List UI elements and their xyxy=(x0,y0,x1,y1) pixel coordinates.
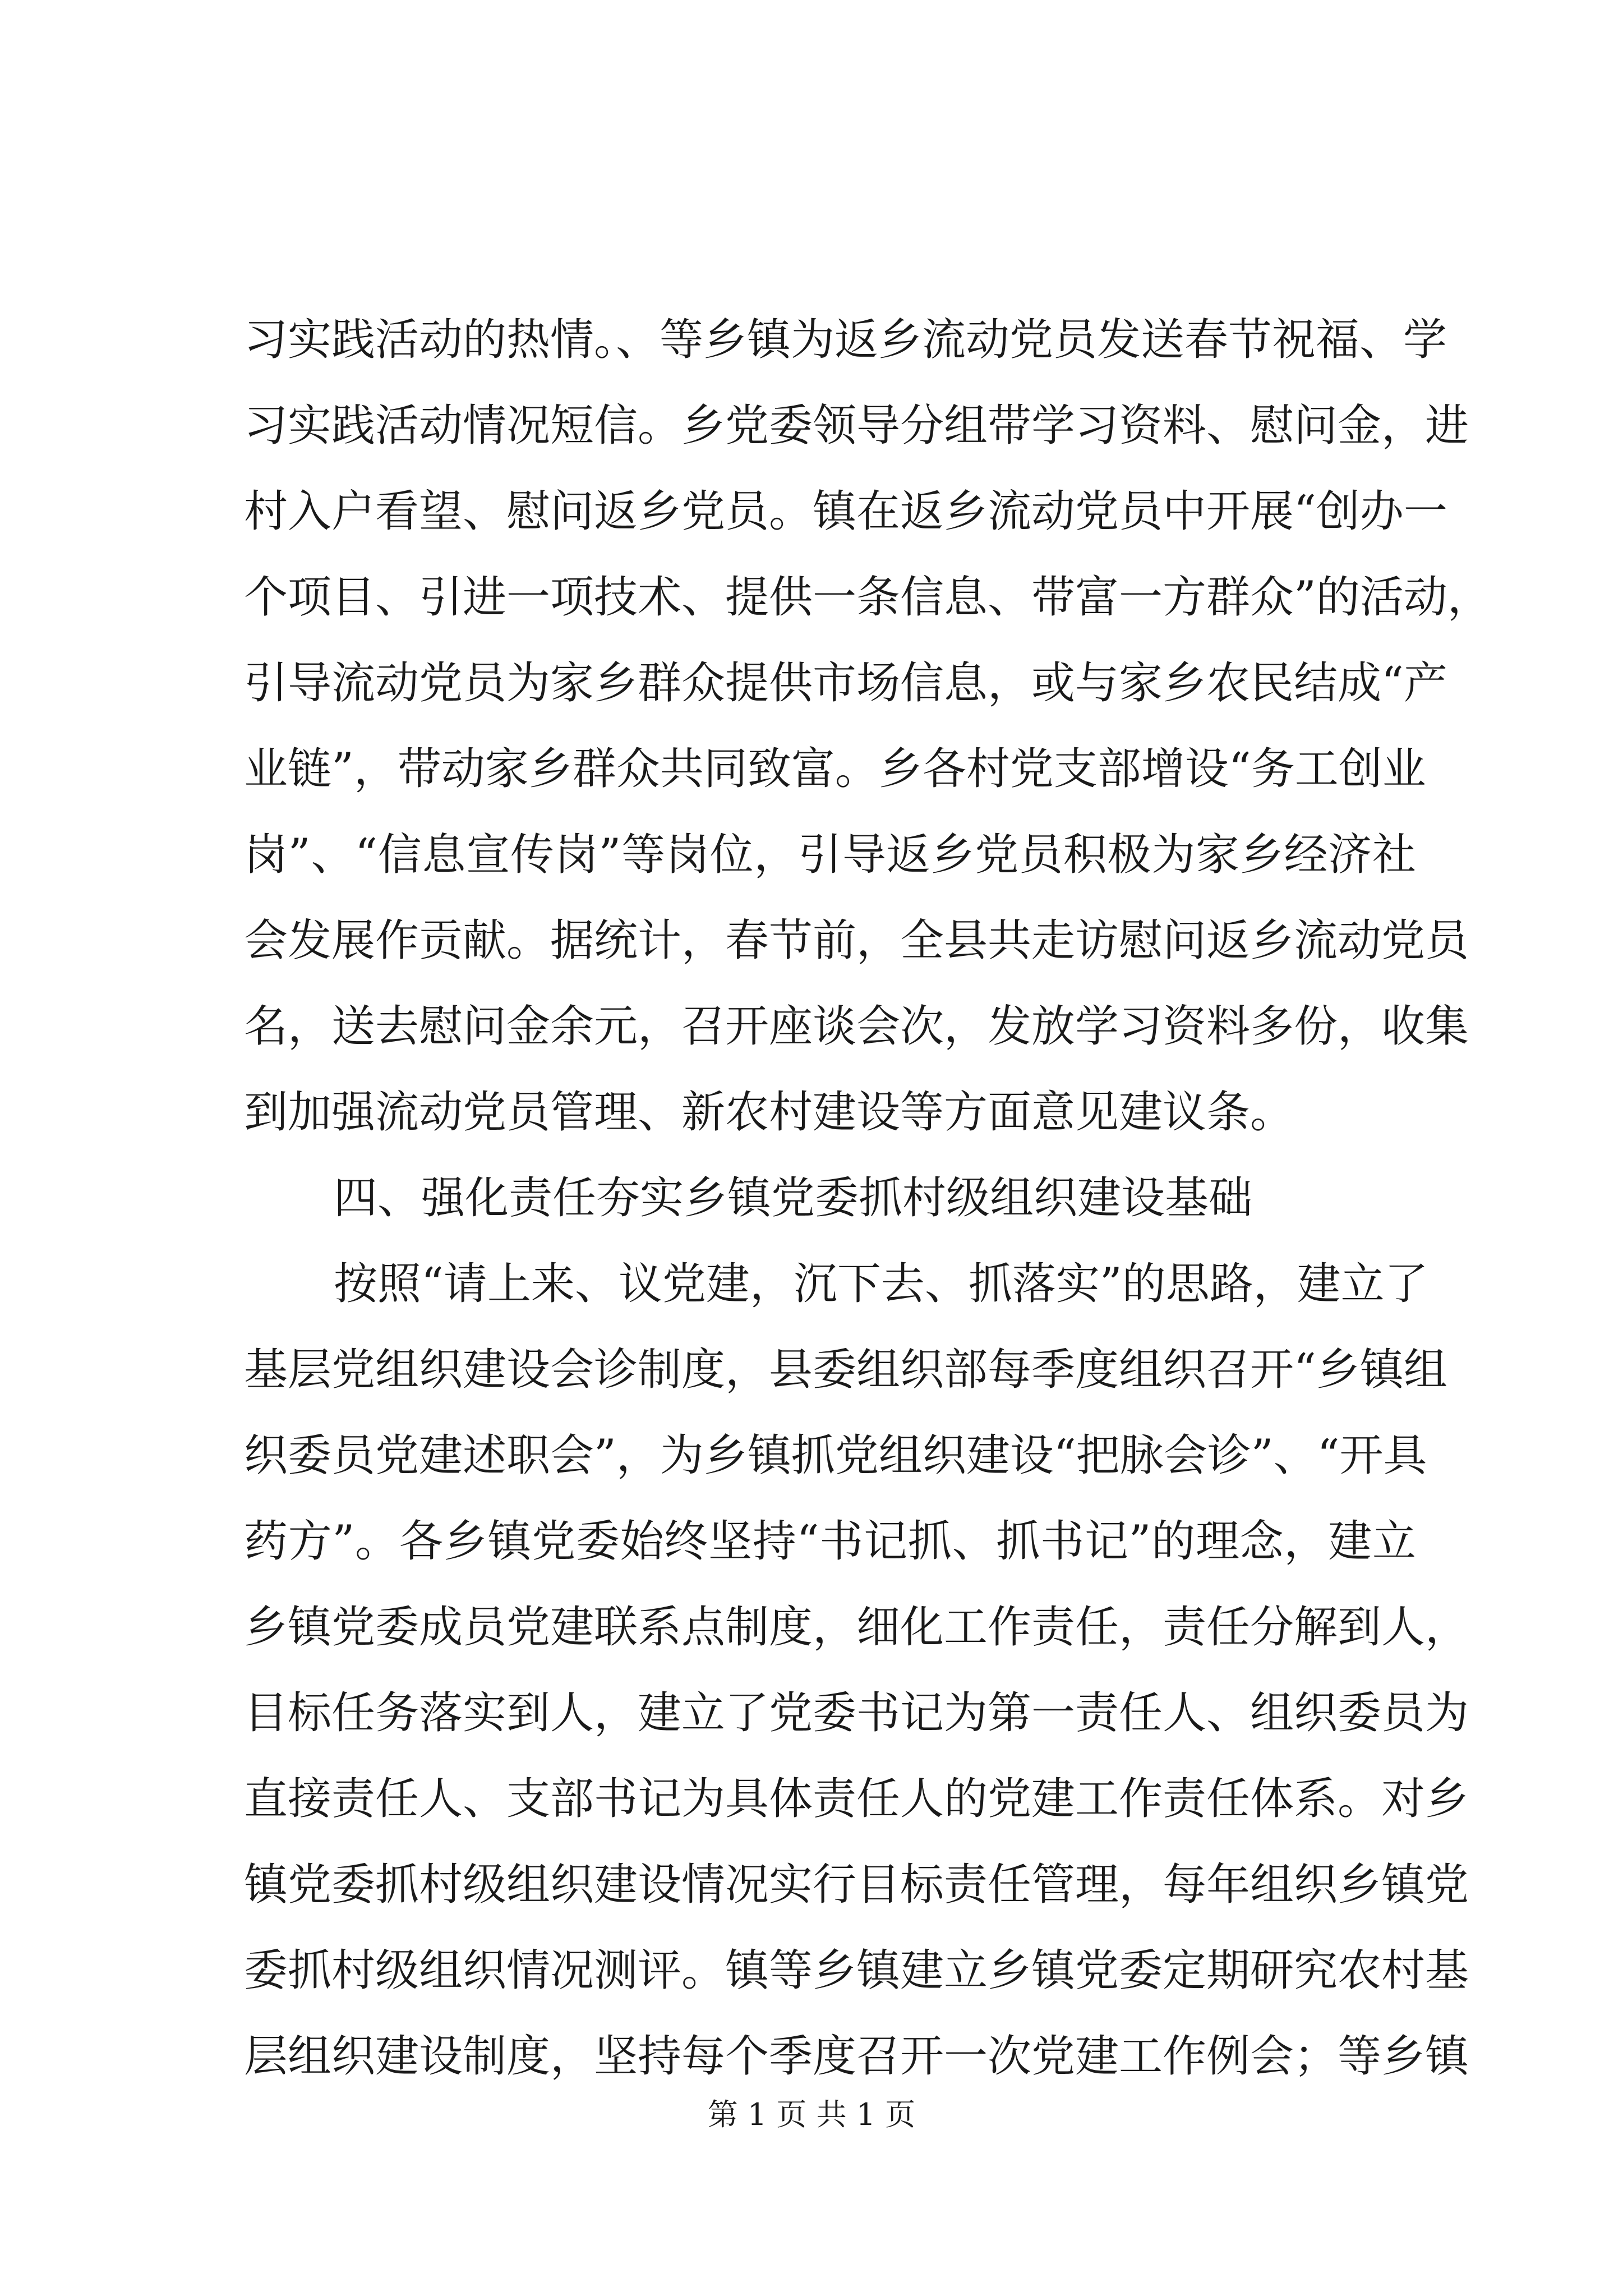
text-line: 到加强流动党员管理、新农村建设等方面意见建议条。 xyxy=(244,1087,1294,1138)
text-line: 个项目、引进一项技术、提供一条信息、带富一方群众”的活动， xyxy=(244,572,1491,623)
text-line: 直接责任人、支部书记为具体责任人的党建工作责任体系。对乡 xyxy=(244,1774,1469,1824)
text-line: 织委员党建述职会”，为乡镇抓党组织建设“把脉会诊”、“开具 xyxy=(244,1430,1427,1481)
page-number-label: 第 1 页 共 1 页 xyxy=(707,2097,916,2132)
document-body xyxy=(244,297,1491,2100)
text-line: 习实践活动情况短信。乡党委领导分组带学习资料、慰问金，进 xyxy=(244,401,1469,451)
text-line: 业链”，带动家乡群众共同致富。乡各村党支部增设“务工创业 xyxy=(244,744,1426,794)
text-line: 名，送去慰问金余元，召开座谈会次，发放学习资料多份，收集 xyxy=(244,1001,1469,1052)
text-line: 会发展作贡献。据统计，春节前，全县共走访慰问返乡流动党员 xyxy=(244,915,1469,966)
text-line: 委抓村级组织情况测评。镇等乡镇建立乡镇党委定期研究农村基 xyxy=(244,1945,1469,1996)
text-line: 岗”、“信息宣传岗”等岗位，引导返乡党员积极为家乡经济社 xyxy=(244,830,1416,880)
text-line: 引导流动党员为家乡群众提供市场信息，或与家乡农民结成“产 xyxy=(244,658,1447,708)
text-line: 目标任务落实到人，建立了党委书记为第一责任人、组织委员为 xyxy=(244,1688,1469,1738)
text-line: 按照“请上来、议党建，沉下去、抓落实”的思路，建立了 xyxy=(334,1259,1428,1309)
text-line: 药方”。各乡镇党委始终坚持“书记抓、抓书记”的理念，建立 xyxy=(244,1516,1416,1567)
text-line: 村入户看望、慰问返乡党员。镇在返乡流动党员中开展“创办一 xyxy=(244,486,1447,537)
section-heading: 四、强化责任夯实乡镇党委抓村级组织建设基础 xyxy=(334,1173,1253,1223)
text-line: 习实践活动的热情。、等乡镇为返乡流动党员发送春节祝福、学 xyxy=(244,315,1447,365)
text-line: 层组织建设制度，坚持每个季度召开一次党建工作例会；等乡镇 xyxy=(244,2031,1469,2082)
text-line: 基层党组织建设会诊制度，县委组织部每季度组织召开“乡镇组 xyxy=(244,1345,1447,1395)
text-line: 乡镇党委成员党建联系点制度，细化工作责任，责任分解到人， xyxy=(244,1602,1469,1653)
text-line: 镇党委抓村级组织建设情况实行目标责任管理，每年组织乡镇党 xyxy=(244,1860,1469,1910)
page-footer xyxy=(0,2095,1623,2134)
